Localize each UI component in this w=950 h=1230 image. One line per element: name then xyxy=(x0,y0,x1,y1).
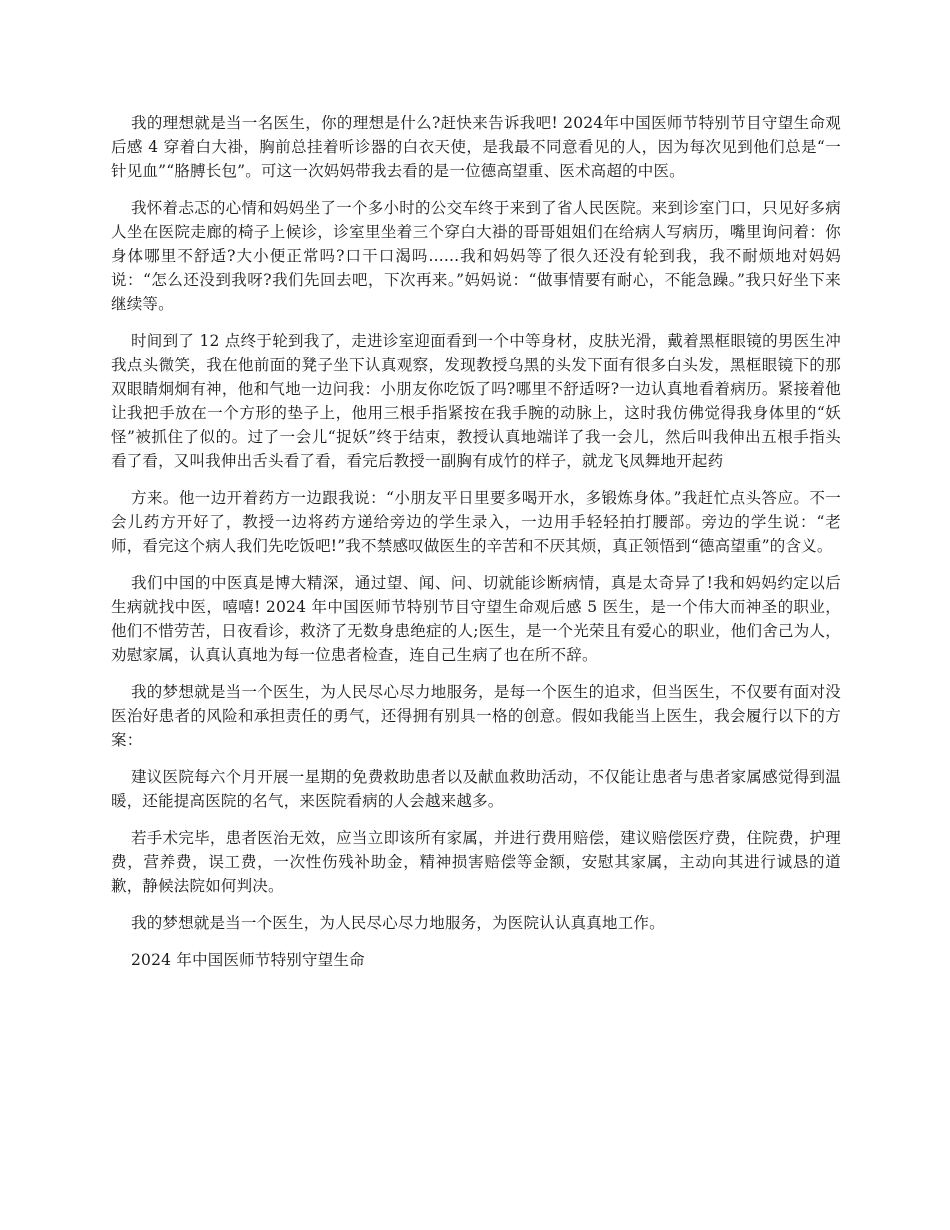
paragraph-10: 2024 年中国医师节特别守望生命 xyxy=(131,951,365,969)
paragraph-1: 我的理想就是当一名医生，你的理想是什么?赶快来告诉我吧! 2024年中国医师节特别节目守望生命观后感 4 穿着白大褂，胸前总挂着听诊器的白衣天使，是我最不同意看见的人，因为每次见到他们总是“一针见血”“胳膊长包”。可这一次妈妈带我去看的是一位德高望重、医术高超的中医。 xyxy=(111,114,841,180)
paragraph-8: 若手术完毕，患者医治无效，应当立即该所有家属，并进行费用赔偿，建议赔偿医疗费，住院费，护理费，营养费，误工费，一次性伤残补助金，精神损害赔偿等金额，安慰其家属，主动向其进行诚恳的道歉，静候法院如何判决。 xyxy=(111,829,841,895)
paragraph-3: 时间到了 12 点终于轮到我了，走进诊室迎面看到一个中等身材，皮肤光滑，戴着黑框眼镜的男医生冲我点头微笑，我在他前面的凳子坐下认真观察，发现教授乌黑的头发下面有很多白头发，黑框眼镜下的那双眼睛炯炯有神，他和气地一边问我：小朋友你吃饭了吗?哪里不舒适呀?一边认真地看着病历。紧接着他让我把手放在一个方形的垫子上，他用三根手指紧按在我手腕的动脉上，这时我仿佛觉得我身体里的“妖怪”被抓住了似的。过了一会儿“捉妖”终于结束，教授认真地端详了我一会儿，然后叫我伸出五根手指头看了看，又叫我伸出舌头看了看，看完后教授一副胸有成竹的样子，就龙飞凤舞地开起药 xyxy=(111,332,841,470)
paragraph-5: 我们中国的中医真是博大精深，通过望、闻、问、切就能诊断病情，真是太奇异了!我和妈妈约定以后生病就找中医，嘻嘻! 2024 年中国医师节特别节目守望生命观后感 5 医生，是一个伟大而神圣的职业，他们不惜劳苦，日夜看诊，救济了无数身患绝症的人;医生，是一个光荣且有爱心的职业，他们舍己为人，劝慰家属，认真认真地为每一位患者检查，连自己生病了也在所不辞。 xyxy=(111,574,841,664)
paragraph-7: 建议医院每六个月开展一星期的免费救助患者以及献血救助活动，不仅能让患者与患者家属感觉得到温暖，还能提高医院的名气，来医院看病的人会越来越多。 xyxy=(111,768,841,810)
paragraph-9: 我的梦想就是当一个医生，为人民尽心尽力地服务，为医院认认真真地工作。 xyxy=(131,914,665,932)
paragraph-6: 我的梦想就是当一个医生，为人民尽心尽力地服务，是每一个医生的追求，但当医生，不仅要有面对没医治好患者的风险和承担责任的勇气，还得拥有别具一格的创意。假如我能当上医生，我会履行以下的方案： xyxy=(111,683,841,749)
paragraph-2: 我怀着忐忑的心情和妈妈坐了一个多小时的公交车终于来到了省人民医院。来到诊室门口，只见好多病人坐在医院走廊的椅子上候诊，诊室里坐着三个穿白大褂的哥哥姐姐们在给病人写病历，嘴里询问着：你身体哪里不舒适?大小便正常吗?口干口渴吗......我和妈妈等了很久还没有轮到我，我不耐烦地对妈妈说：“怎么还没到我呀?我们先回去吧，下次再来。”妈妈说：“做事情要有耐心，不能急躁。”我只好坐下来继续等。 xyxy=(111,199,841,313)
document-body xyxy=(111,111,841,985)
paragraph-4: 方来。他一边开着药方一边跟我说：“小朋友平日里要多喝开水，多锻炼身体。”我赶忙点头答应。不一会儿药方开好了，教授一边将药方递给旁边的学生录入，一边用手轻轻拍打腰部。旁边的学生说：“老师，看完这个病人我们先吃饭吧!”我不禁感叹做医生的辛苦和不厌其烦，真正领悟到“德高望重”的含义。 xyxy=(111,489,841,555)
